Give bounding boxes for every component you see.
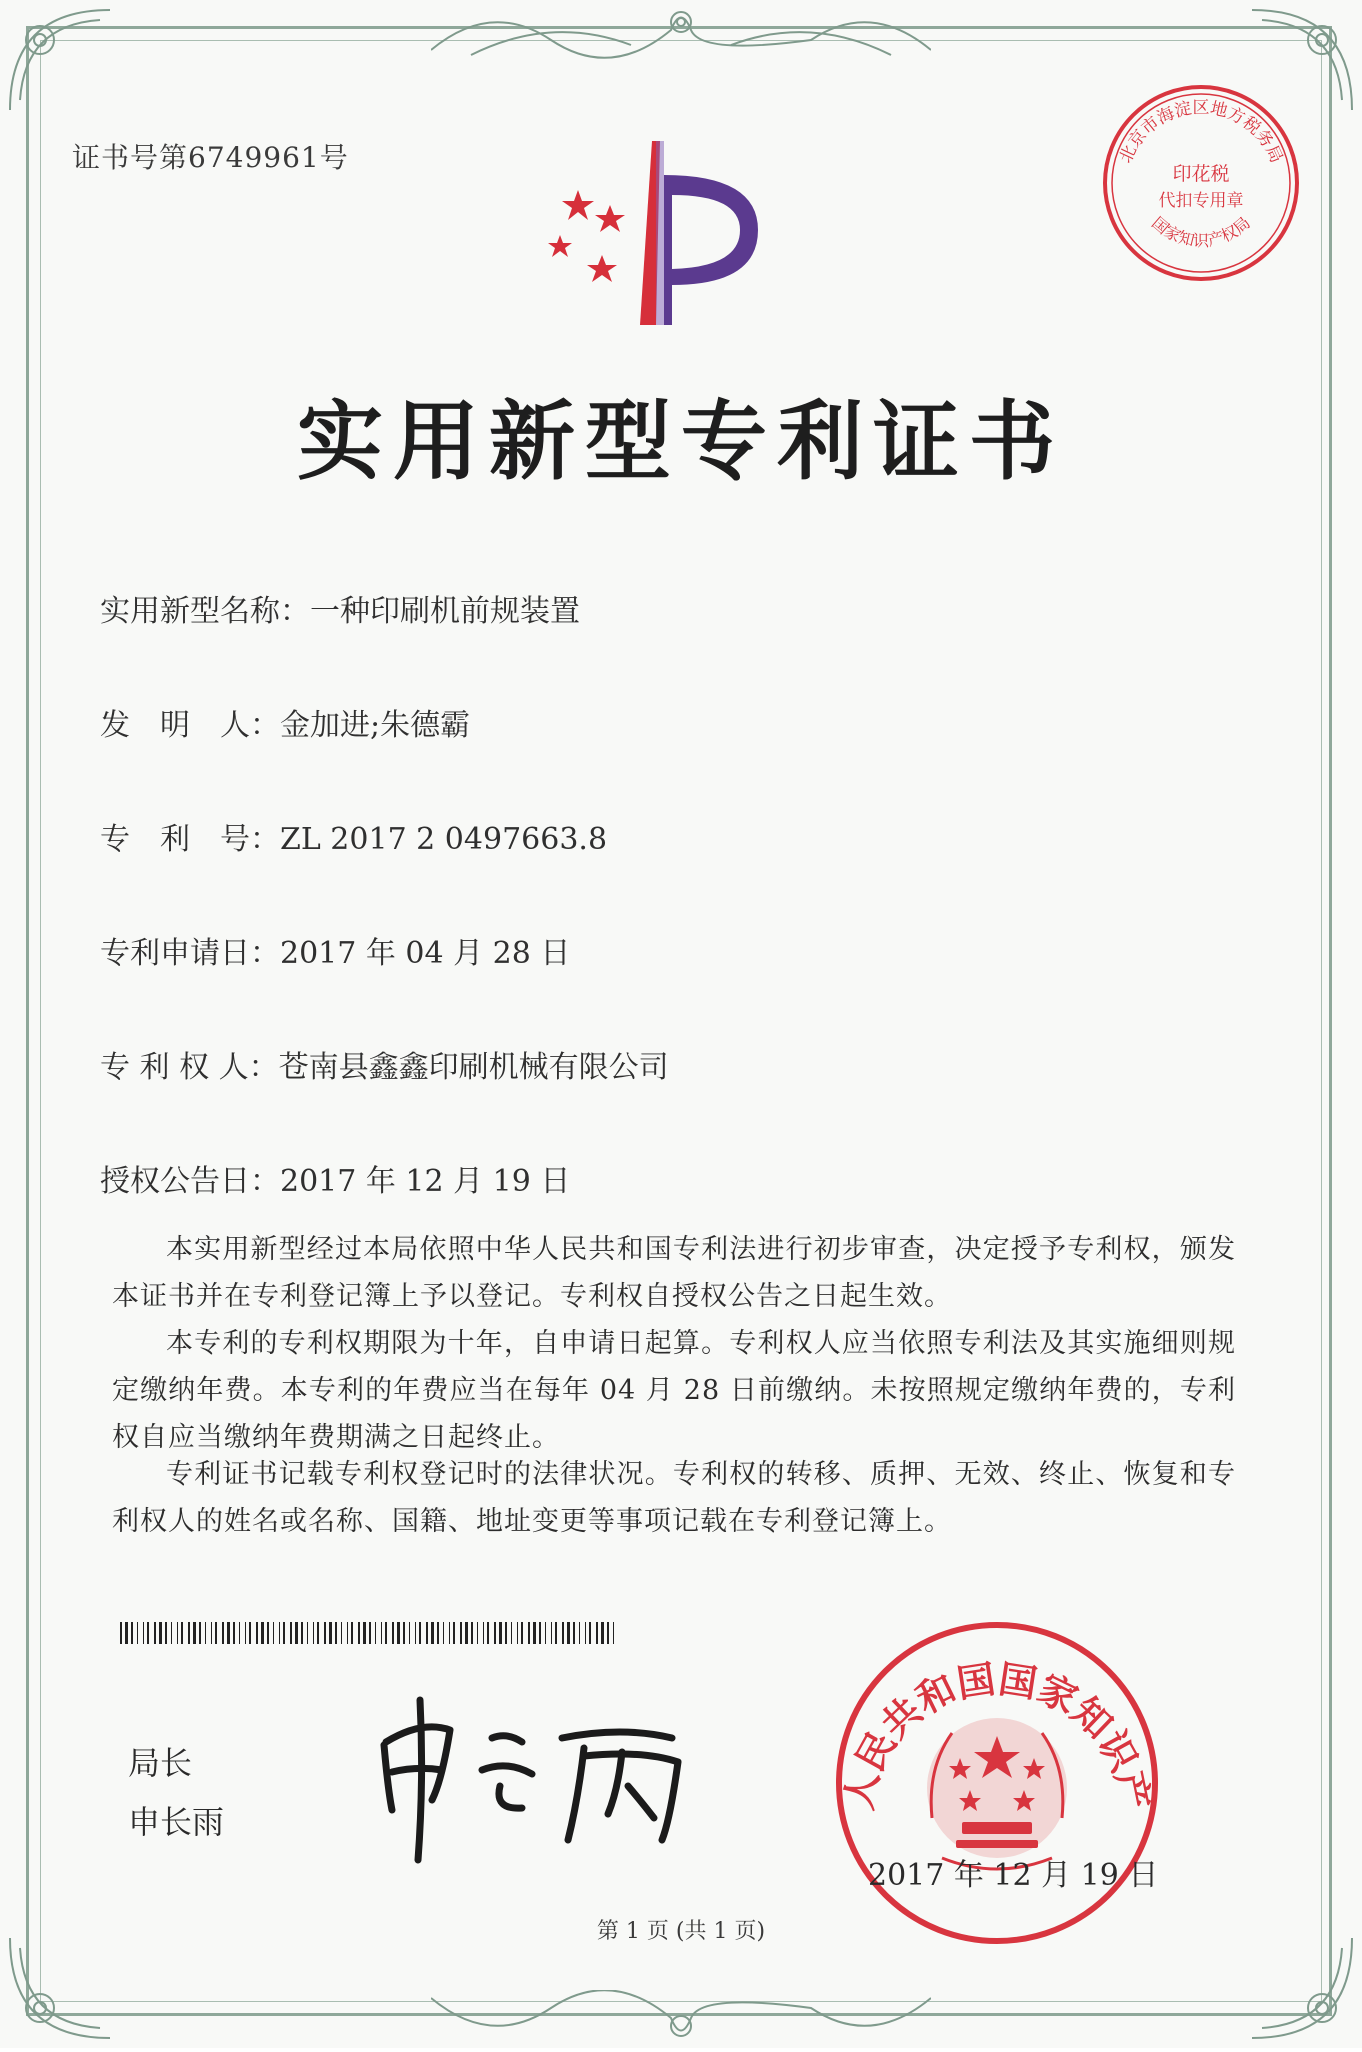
page-number: 第 1 页 (共 1 页) [596,1919,766,1944]
field-label: 实用新型名称： [100,594,310,629]
field-value: 一种印刷机前规装置 [310,594,580,629]
field-value: 2017 年 12 月 19 日 [280,1164,571,1199]
field-value: 苍南县鑫鑫印刷机械有限公司 [278,1050,669,1085]
corner-ornament-top-left [0,0,120,120]
field-label: 专 利 号： [100,822,280,857]
corner-ornament-bottom-right [1242,1928,1362,2048]
paragraph-term-and-fees: 本专利的专利权期限为十年，自申请日起算。专利权人应当依照专利法及其实施细则规定缴纳年费。本专利的年费应当在每年 04 月 28 日前缴纳。未按照规定缴纳年费的，专利权自应当缴纳年费期满之日起终止。 [112,1328,1236,1453]
director-signature [372,1690,702,1870]
field-application-date [100,928,570,972]
director-name: 申长雨 [128,1803,225,1841]
corner-ornament-bottom-left [0,1928,120,2048]
field-grant-date [100,1156,570,1200]
field-patentee [100,1042,669,1086]
issue-date: 2017 年 12 月 19 日 [868,1858,1159,1893]
field-label: 专 利 权 人： [100,1050,279,1085]
paragraph-grant-statement: 本实用新型经过本局依照中华人民共和国专利法进行初步审查，决定授予专利权，颁发本证书并在专利登记簿上予以登记。专利权自授权公告之日起生效。 [112,1234,1236,1312]
tax-stamp [1096,78,1306,288]
bottom-ornament [431,1990,931,2048]
certificate-title: 实用新型专利证书 [297,391,1065,492]
tax-stamp-center-line2: 代扣专用章 [1158,191,1244,211]
field-label: 授权公告日： [100,1164,280,1199]
paragraph-legal-status: 专利证书记载专利权登记时的法律状况。专利权的转移、质押、无效、终止、恢复和专利权人的姓名或名称、国籍、地址变更等事项记载在专利登记簿上。 [112,1459,1236,1537]
field-utility-model-name [100,586,580,630]
tax-stamp-center-line1: 印花税 [1172,163,1230,185]
field-label: 专利申请日： [100,936,280,971]
field-inventor [100,700,470,744]
official-seal [832,1618,1162,1948]
seal-text: 人民共和国国家知识产 [835,1655,1159,1814]
director-title: 局长 [128,1744,193,1782]
field-value: 金加进;朱德霸 [280,708,471,743]
field-value: ZL 2017 2 0497663.8 [280,822,608,857]
top-ornament [431,0,931,60]
barcode [120,1622,620,1644]
field-value: 2017 年 04 月 28 日 [280,936,571,971]
certificate-number: 证书号第6749961号 [72,141,349,174]
tax-stamp-bottom-text: 国家知识产权局 [1148,213,1254,251]
field-patent-number [100,814,607,858]
svg-text:国家知识产权局 [1148,213,1254,250]
tax-stamp-outer-text: 北京市海淀区地方税务局 [1115,97,1287,167]
patent-office-logo [540,135,790,335]
field-label: 发 明 人： [100,708,280,743]
